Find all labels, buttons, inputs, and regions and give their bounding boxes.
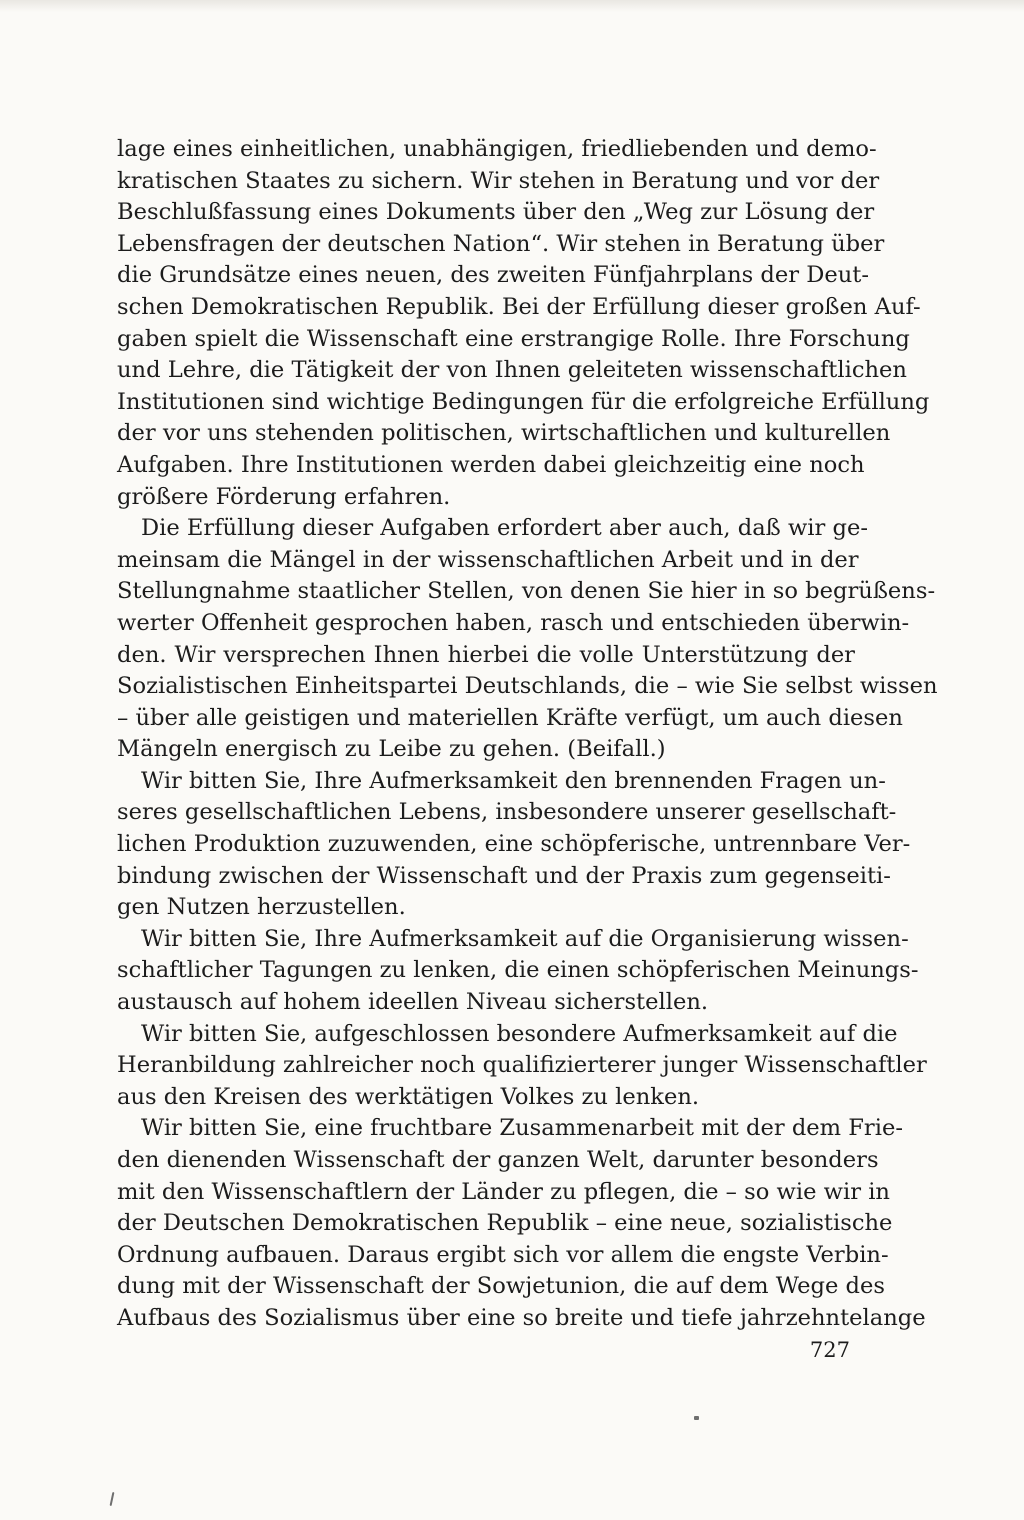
text-line: den dienenden Wissenschaft der ganzen Welt, darunter besonders	[117, 1147, 879, 1173]
text-line: Heranbildung zahlreicher noch qualifizierterer junger Wissenschaftler	[117, 1052, 927, 1079]
text-line: größere Förderung erfahren.	[117, 483, 451, 510]
text-line: bindung zwischen der Wissenschaft und der Praxis zum gegenseiti-	[117, 862, 891, 889]
text-line: aus den Kreisen des werktätigen Volkes zu lenken.	[117, 1083, 700, 1110]
text-line: meinsam die Mängel in der wissenschaftlichen Arbeit und in der	[117, 546, 859, 573]
text-line: Die Erfüllung dieser Aufgaben erfordert aber auch, daß wir ge-	[141, 515, 868, 542]
text-line: der vor uns stehenden politischen, wirtschaftlichen und kulturellen	[117, 420, 891, 447]
paragraph	[117, 924, 919, 1019]
text-line: Ordnung aufbauen. Daraus ergibt sich vor allem die engste Verbin-	[117, 1241, 889, 1268]
text-line: Stellungnahme staatlicher Stellen, von denen Sie hier in so begrüßens-	[117, 578, 936, 605]
body-text	[117, 134, 938, 1335]
text-line: Aufbaus des Sozialismus über eine so breite und tiefe jahrzehntelange	[117, 1304, 926, 1331]
text-line: schen Demokratischen Republik. Bei der Erfüllung dieser großen Auf-	[117, 293, 921, 320]
text-line: Sozialistischen Einheitspartei Deutschlands, die – wie Sie selbst wissen	[117, 673, 938, 700]
scan-speck	[694, 1416, 699, 1420]
text-line: und Lehre, die Tätigkeit der von Ihnen geleiteten wissenschaftlichen	[117, 357, 907, 384]
text-line: werter Offenheit gesprochen haben, rasch und entschieden überwin-	[117, 609, 910, 636]
text-line: Lebensfragen der deutschen Nation“. Wir stehen in Beratung über	[117, 230, 885, 257]
text-line: seres gesellschaftlichen Lebens, insbesondere unserer gesellschaft-	[117, 799, 897, 826]
text-line: Beschlußfassung eines Dokuments über den „Weg zur Lösung der	[117, 199, 875, 226]
text-line: gaben spielt die Wissenschaft eine erstrangige Rolle. Ihre Forschung	[117, 325, 910, 352]
page-top-edge-shadow	[0, 0, 1024, 12]
text-line: kratischen Staates zu sichern. Wir stehen in Beratung und vor der	[117, 167, 880, 194]
text-line: austausch auf hohem ideellen Niveau sicherstellen.	[117, 989, 709, 1016]
text-line: die Grundsätze eines neuen, des zweiten Fünfjahrplans der Deut-	[117, 262, 869, 289]
text-line: Mängeln energisch zu Leibe zu gehen. (Beifall.)	[117, 736, 666, 763]
paragraph	[117, 766, 911, 924]
text-line: Wir bitten Sie, Ihre Aufmerksamkeit den brennenden Fragen un-	[141, 767, 886, 794]
paragraph	[117, 134, 930, 513]
text-line: lage eines einheitlichen, unabhängigen, friedliebenden und demo-	[117, 136, 877, 162]
scan-speck	[110, 1492, 115, 1506]
text-line: Aufgaben. Ihre Institutionen werden dabei gleichzeitig eine noch	[117, 451, 865, 478]
text-line: Institutionen sind wichtige Bedingungen für die erfolgreiche Erfüllung	[117, 388, 930, 415]
paragraph	[117, 513, 938, 766]
text-line: den. Wir versprechen Ihnen hierbei die volle Unterstützung der	[117, 641, 855, 668]
text-line: Wir bitten Sie, aufgeschlossen besondere Aufmerksamkeit auf die	[141, 1020, 898, 1047]
text-line: Wir bitten Sie, Ihre Aufmerksamkeit auf die Organisierung wissen-	[141, 925, 909, 952]
page-number: 727	[809, 1338, 850, 1362]
paragraph	[117, 1019, 927, 1114]
paragraph	[117, 1113, 926, 1334]
text-line: der Deutschen Demokratischen Republik – eine neue, sozialistische	[117, 1210, 893, 1237]
text-line: gen Nutzen herzustellen.	[117, 894, 406, 921]
text-line: mit den Wissenschaftlern der Länder zu pflegen, die – so wie wir in	[117, 1178, 890, 1205]
text-line: Wir bitten Sie, eine fruchtbare Zusammenarbeit mit der dem Frie-	[141, 1115, 903, 1142]
text-line: lichen Produktion zuzuwenden, eine schöpferische, untrennbare Ver-	[117, 831, 911, 858]
text-line: schaftlicher Tagungen zu lenken, die einen schöpferischen Meinungs-	[117, 957, 919, 984]
text-line: dung mit der Wissenschaft der Sowjetunion, die auf dem Wege des	[117, 1273, 885, 1300]
text-line: – über alle geistigen und materiellen Kräfte verfügt, um auch diesen	[117, 704, 903, 731]
